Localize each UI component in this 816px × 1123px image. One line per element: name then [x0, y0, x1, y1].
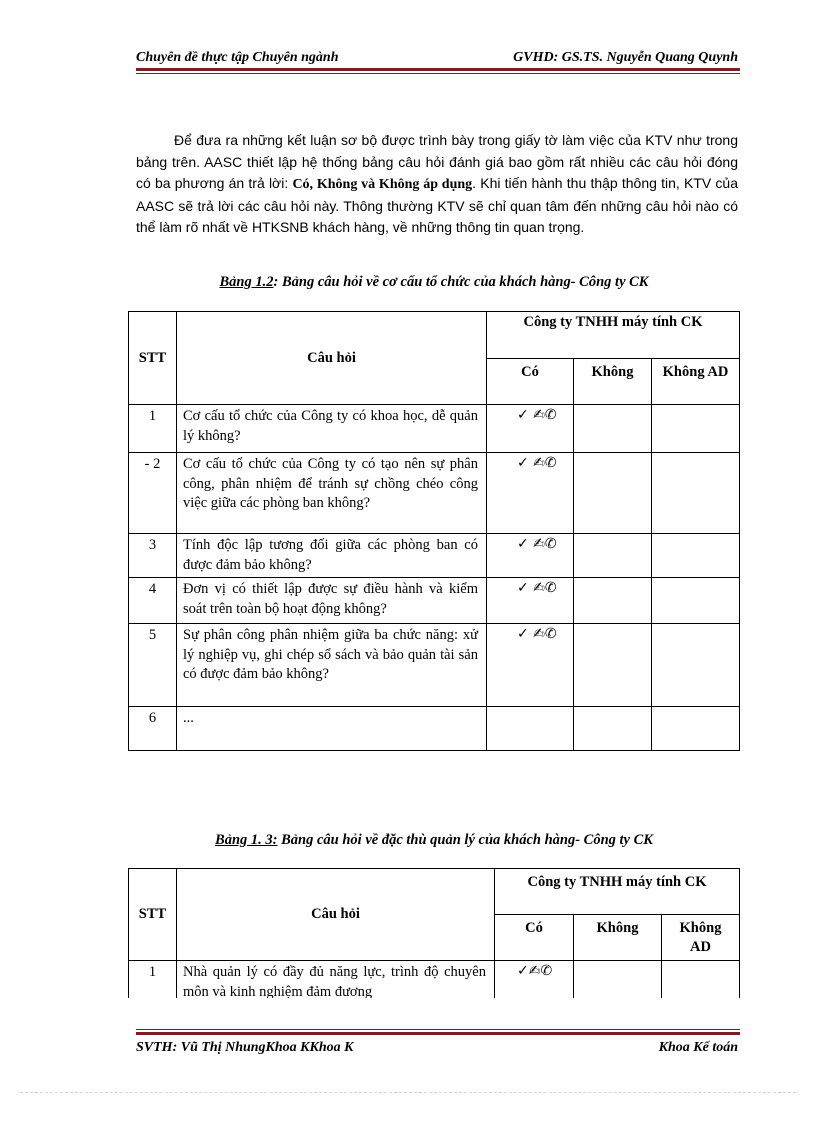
footer-student: SVTH: Vũ Thị NhungKhoa KKhoa K: [136, 1040, 354, 1055]
page-footer: [136, 1040, 740, 1060]
table1-header-stt: STT: [129, 312, 177, 405]
table1-header-na: Không AD: [652, 359, 740, 405]
footer-faculty: Khoa Kế toán: [658, 1040, 738, 1055]
footer-rule-thick: [136, 1032, 740, 1035]
check-mark: ✓ ✍︎✆: [487, 453, 574, 534]
page-edge-divider: [20, 1092, 796, 1093]
header-rule-thick: [136, 68, 740, 71]
table2: [128, 868, 740, 998]
table1-header-company: Công ty TNHH máy tính CK: [487, 312, 740, 359]
answer-options: Có, Không và Không áp dụng: [292, 177, 473, 192]
table1-caption: [128, 274, 740, 291]
table-row: 5 Sự phân công phân nhiệm giữa ba chức năng: xử lý nghiệp vụ, ghi chép sổ sách và bảo quản tài sản có được đảm bảo không? ✓ ✍︎✆: [129, 624, 740, 707]
table-row: 4 Đơn vị có thiết lập được sự điều hành và kiểm soát trên toàn bộ hoạt động không? ✓ ✍︎✆: [129, 578, 740, 624]
check-mark: ✓ ✍︎✆: [487, 534, 574, 578]
table2-header-yes: Có: [495, 915, 574, 961]
table2-caption: [128, 832, 740, 849]
table-row: - 2 Cơ cấu tổ chức của Công ty có tạo nên sự phân công, phân nhiệm để tránh sự chồng chéo công việc giữa các phòng ban không? ✓ ✍︎✆: [129, 453, 740, 534]
table-row: 6 ...: [129, 707, 740, 751]
table-row: 1 Cơ cấu tổ chức của Công ty có khoa học, dễ quản lý không? ✓ ✍︎✆: [129, 405, 740, 453]
footer-rule-thin: [136, 1029, 740, 1030]
table1-header-question: Câu hỏi: [177, 312, 487, 405]
check-mark: ✓ ✍︎✆: [487, 578, 574, 624]
header-title: Chuyên đề thực tập Chuyên ngành: [136, 50, 339, 65]
table1-header-no: Không: [574, 359, 652, 405]
check-mark: ✓ ✍︎✆: [487, 624, 574, 707]
table2-header-question: Câu hỏi: [177, 869, 495, 961]
check-mark: ✓ ✍︎✆: [487, 405, 574, 453]
intro-paragraph: Để đưa ra những kết luận sơ bộ được trình bày trong giấy tờ làm việc của KTV như trong bảng trên. AASC thiết lập hệ thống bảng câu hỏi đánh giá bao gồm rất nhiều các câu hỏi đóng có ba phương án trả lời: Có, Không và Không áp dụng. Khi tiến hành thu thập thông tin, KTV của AASC sẽ trả lời các câu hỏi này. Thông thường KTV sẽ chỉ quan tâm đến những câu hỏi nào có thể làm rõ nhất về HTKSNB khách hàng, về những thông tin quan trọng.: [136, 132, 738, 235]
table-row: 3 Tính độc lập tương đối giữa các phòng ban có được đảm bảo không? ✓ ✍︎✆: [129, 534, 740, 578]
header-advisor: GVHD: GS.TS. Nguyễn Quang Quynh: [513, 50, 738, 65]
table2-clip: [128, 868, 740, 998]
check-mark: ✓✍︎✆: [495, 961, 574, 999]
table2-caption-text: Bảng câu hỏi về đặc thù quản lý của khách hàng- Công ty CK: [277, 832, 653, 848]
table2-header-na: Không AD: [662, 915, 740, 961]
table1-caption-text: : Bảng câu hỏi về cơ cấu tổ chức của khách hàng- Công ty CK: [273, 274, 649, 290]
table2-header-stt: STT: [129, 869, 177, 961]
header-rule-thin: [136, 73, 740, 74]
table1-header-yes: Có: [487, 359, 574, 405]
table2-header-company: Công ty TNHH máy tính CK: [495, 869, 740, 915]
table2-caption-label: Bảng 1. 3:: [215, 832, 278, 848]
table1-caption-label: Bảng 1.2: [219, 274, 274, 290]
table1: [128, 311, 740, 751]
table-row: 1 Nhà quản lý có đầy đủ năng lực, trình độ chuyên môn và kinh nghiệm đảm đương ✓✍︎✆: [129, 961, 740, 999]
table2-header-no: Không: [574, 915, 662, 961]
